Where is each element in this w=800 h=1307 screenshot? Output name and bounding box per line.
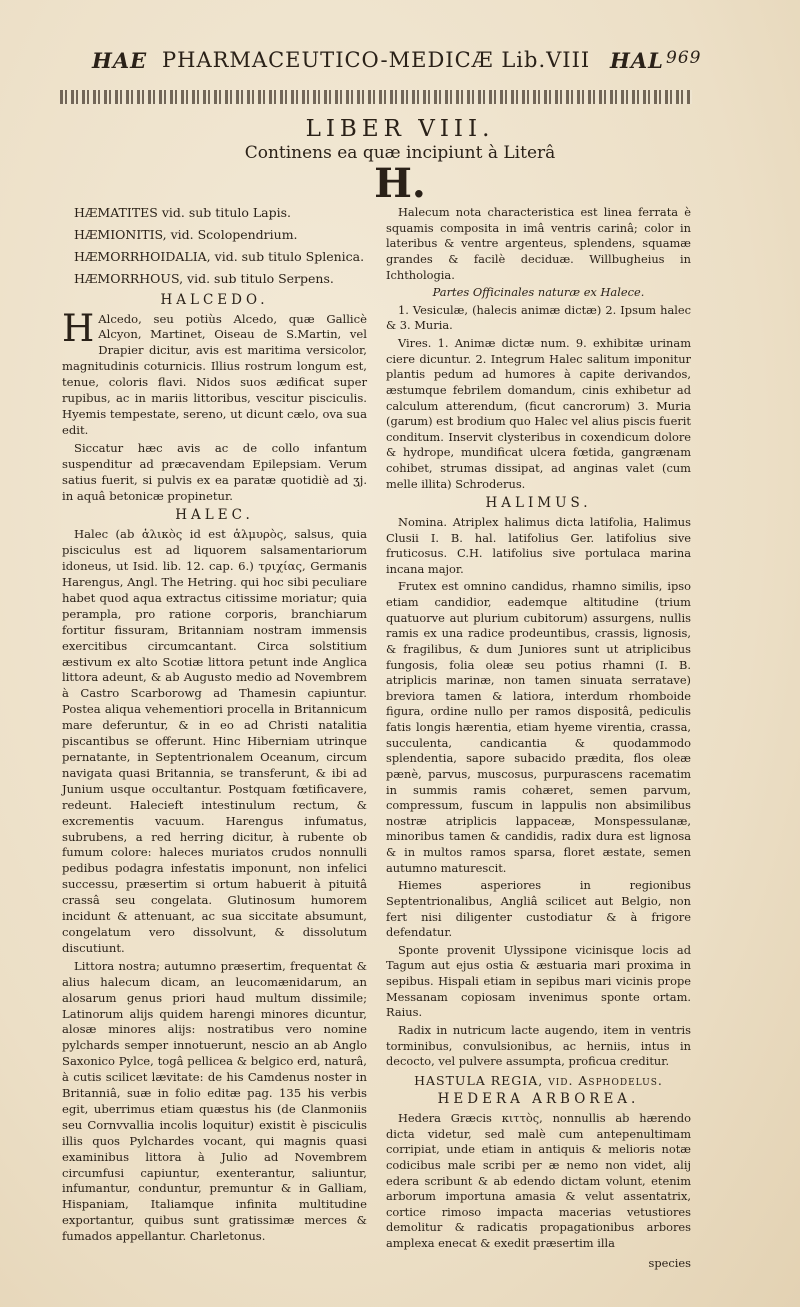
- paragraph: Hiemes asperiores in regionibus Septentrionalibus, Angliâ scilicet aut Belgio, non fert nisi diligenter custodiatur & à frigore defendatur.: [386, 878, 691, 940]
- paragraph: Vires. 1. Animæ dictæ num. 9. exhibitæ urinam ciere dicuntur. 2. Integrum Halec salitum imponitur plantis pedum ad humores à capite derivandos, æstumque febrilem domandum, cinis exhibetur ad calculum atterendum, (ficut cancrorum) 3. Muria (garum) est brodium quo Halec vel alius piscis fuerit conditum. Inservit clysteribus in coxendicum dolore & hydrope, mundificat ulcera fœtida, gangrænam cohibet, strumas dissipat, ad anginas valet (cum melle illita) Schroderus.: [386, 336, 692, 491]
- running-head: [92, 48, 702, 78]
- running-head-right: HAL: [610, 48, 664, 73]
- paragraph: Halec (ab ἁλικὸς id est ἁλμυρὸς, salsus, quia pisciculus est ad liquorem salsamentariorum idoneus, ut Isid. lib. 12. cap. 6.) τριχίας, Germanis Harengus, Angl. The Hetring. qui hoc sibi peculiare habet quod aqua extractus citissime moriatur; quia perampla, pro ratione corporis, branchiarum fortitur fissuram, Britanniam nostram immensis exercitibus circumcantant. Circa solstitium æstivum ex alto Scotiæ littora petunt inde Anglica littora adeunt, & ab Augusto medio ad Novembrem à Castro Scarborowg ad Thamesin capiuntur. Postea aliqua vehementiori procella in Britannicum mare deferuntur, & in eo ad Christi natalitia piscantibus se offerunt. Hinc Hiberniam utrinque pernatante, in Septentrionalem Oceanum, circum navigata quasi Britannia, se transferunt, & ibi ad Junium usque occultantur. Postquam fœtificavere, redeunt. Halecieft intestinulum rectum, & excrementis vacuum. Harengus infumatus, subrubens, a red herring dicitur, à rubente ob fumum colore: haleces muriatos crudos nonnulli pedibus podagra infestatis imponunt, non infelici successu, præsertim si ortum habuerit à pituitâ crassâ seu congelata. Glutinosum humorem incidunt & attenuant, ac sua siccitate absumunt, congelatum vero dissolvunt, & dissolutum discutiunt.: [62, 527, 367, 955]
- entry-heading-halec: HALEC.: [175, 507, 254, 524]
- catchword: species: [648, 1255, 691, 1270]
- paragraph-text: Alcedo, seu potiùs Alcedo, quæ Gallicè Alcyon, Martinet, Oiseau de S.Martin, vel Drapier dicitur, avis est maritima versicolor, magnitudinis coturnicis. Illius rostrum longum est, tenue, coloris flavi. Nidos suos ædificat super rupibus, ac in mariis littoribus, vescitur pisciculis. Hyemis tempestate, sereno, ut dicunt cælo, ova sua edit.: [62, 311, 367, 437]
- entry-heading-halcedo: HALCEDO.: [160, 291, 269, 308]
- paragraph: Frutex est omnino candidus, rhamno similis, ipso etiam candidior, eademque altitudine (trium quatuorve aut plurium cubitorum) assurgens, nullis ramis ex una radice prodeuntibus, crassis, lignosis, & fragilibus, & dum Juniores sunt ut atriplicibus fungosis, folia oleæ seu potius rhamni (I. B. atriplicis marinæ, non tamen sinuata serratave) breviora tamen & latiora, interdum rhomboide figura, ordine nullo per ramos dispositâ, pediculis fatis longis hærentia, etiam hyeme virentia, crassa, succulenta, candicantia & quodammodo splendentia, sapore subacido prædita, flos oleæ pænè, parvus, muscosus, purpurascens racematim in summis ramis cohæret, semen parvum, compressum, fuscum in lappulis non absimilibus nostræ atriplicis lappaceæ, Monspessulanæ, minoribus tamen & candidis, radix dura est lignosa & in multos ramos sparsa, floret æstate, semen autumno maturescit.: [386, 579, 691, 875]
- right-column: [386, 205, 691, 1271]
- xref-hastula: HASTULA REGIA, vid. Asphodelus.: [414, 1072, 663, 1088]
- xref-entry: HÆMORRHOUS, vid. sub titulo Serpens.: [74, 270, 334, 286]
- running-head-center: PHARMACEUTICO-MEDICÆ Lib.VIII: [162, 48, 591, 72]
- entry-heading-halimus: HALIMUS.: [485, 495, 592, 512]
- section-letter: H.: [374, 160, 426, 207]
- left-column: [62, 205, 367, 1247]
- paragraph: [62, 306, 367, 439]
- page-number: 969: [666, 48, 702, 68]
- xref-entry: HÆMATITES vid. sub titulo Lapis.: [74, 205, 292, 220]
- subheading-partes: Partes Officinales naturæ ex Halece.: [432, 285, 645, 300]
- paragraph: Littora nostra; autumno præsertim, frequentat & alius halecum dicam, an leucomænidarum, an alosarum genus priori haud multum dissimile; Latinorum alijs quidem harengi minores dicuntur, alosæ minores alijs: nostratibus vero nomine pylchards semper innotuerunt, nescio an ab Anglo Saxonico Pylce, togâ pellicea & belgico erd, naturâ, à cutis scilicet lævitate: de his Camdenus noster in Britanniâ, suæ in folio editæ pag. 135 his verbis egit, uberrimus etiam quæstus his (de Clanmoniis seu Cornvvallia incolis loquitur) existit è pisciculis illis quos Pylchardes vocant, qui magnis quasi examinibus littora à Julio ad Novembrem circumfusi capiuntur, exenterantur, saliuntur, infumantur, conduntur, premuntur & in Galliam, Hispaniam, Italiamque infinita multitudine exportantur, quibus sunt gratissimæ merces & fumados appellantur. Charletonus.: [62, 958, 367, 1244]
- paragraph: Nomina. Atriplex halimus dicta latifolia, Halimus Clusii I. B. hal. latifolius Ger. latifolius sive fruticosus. C.H. latifolius sive portulaca marina incana major.: [386, 514, 691, 576]
- paragraph: Sponte provenit Ulyssipone vicinisque locis ad Tagum aut ejus ostia & æstuaria mari proxima in sepibus. Hispali etiam in sepibus mari vicinis prope Messanam copiosam invenimus sponte ortam. Raius.: [386, 942, 691, 1020]
- decorative-ornament-band: [60, 90, 692, 104]
- drop-cap: H: [62, 306, 95, 350]
- paragraph: Hedera Græcis κιττὸς, nonnullis ab hærendo dicta videtur, sed malè cum antepenultimam corripiat, unde etiam in antiquis & melioris notæ codicibus male scribi per æ nemo non videt, alij edera scribunt & ab edendo dictam volunt, etenim arborum importuna amasia & velut assentatrix, cortice rimoso impacta macerias vetustiores demolitur & radicatis propagationibus arbores amplexa enecat & exedit præsertim illa: [386, 1111, 691, 1250]
- paragraph: 1. Vesiculæ, (halecis animæ dictæ) 2. Ipsum halec & 3. Muria.: [386, 302, 691, 333]
- running-head-left: HAE: [92, 48, 148, 73]
- entry-heading-hedera: HEDERA ARBOREA.: [437, 1091, 640, 1108]
- xref-entry: HÆMIONITIS, vid. Scolopendrium.: [74, 226, 298, 242]
- paragraph: Halecum nota characteristica est linea ferrata è squamis composita in imâ ventris carinâ; color in lateribus & ventre argenteus, splendens, squamæ grandes & facilè deciduæ. Willbugheius in Ichthologia.: [386, 205, 691, 282]
- book-subtitle: Continens ea quæ incipiunt à Literâ: [244, 143, 556, 163]
- book-title: LIBER VIII.: [305, 116, 495, 142]
- xref-entry: HÆMORRHOIDALIA, vid. sub titulo Splenica.: [74, 248, 365, 264]
- paragraph: Radix in nutricum lacte augendo, item in ventris torminibus, convulsionibus, ac herniis, intus in decocto, vel pulvere assumpta, proficua creditur.: [386, 1022, 691, 1069]
- paragraph: Siccatur hæc avis ac de collo infantum suspenditur ad præcavendam Epilepsiam. Verum satius fuerit, si pulvis ex ea paratæ quotidiè ad ʒj. in aquâ betonicæ propinetur.: [62, 440, 367, 503]
